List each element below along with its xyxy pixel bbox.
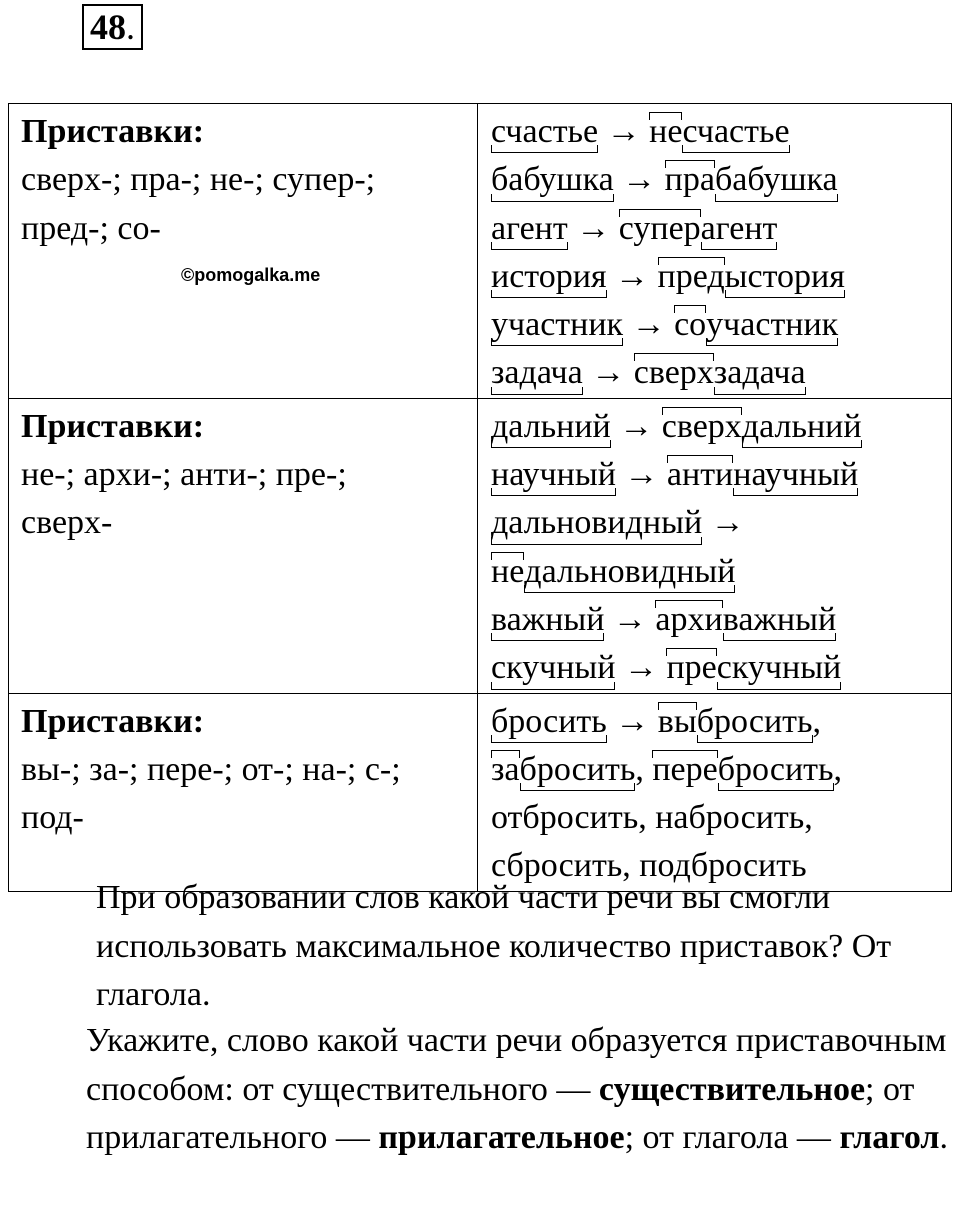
base-word: скучный bbox=[491, 644, 615, 692]
example-line: отбросить, набросить, bbox=[491, 799, 813, 837]
comma: , bbox=[812, 702, 821, 740]
question-paragraph bbox=[8, 874, 952, 1020]
arrow: → bbox=[619, 407, 654, 445]
base-word: история bbox=[491, 253, 607, 301]
arrow: → bbox=[606, 113, 641, 150]
prefix: пере bbox=[652, 746, 717, 794]
task-number-dot: . bbox=[126, 7, 135, 47]
derived-root: счастье bbox=[682, 108, 789, 156]
derived-root: ыстория bbox=[725, 253, 845, 301]
example-line bbox=[491, 499, 941, 547]
prefix: сверх bbox=[662, 403, 742, 451]
arrow: → bbox=[576, 209, 611, 247]
base-word: бабушка bbox=[491, 156, 614, 204]
derived-root: бросить bbox=[520, 746, 636, 794]
derived-root: бросить bbox=[697, 698, 813, 746]
arrow: → bbox=[591, 354, 626, 392]
example-line: забросить, перебросить, bbox=[491, 746, 941, 794]
task-number: 48 bbox=[90, 7, 126, 47]
table-row bbox=[9, 398, 952, 693]
examples-cell bbox=[478, 398, 952, 693]
prefix: анти bbox=[667, 451, 733, 499]
example-line bbox=[491, 644, 941, 692]
example-line bbox=[491, 205, 941, 253]
answer-text: От глагола. bbox=[96, 927, 892, 1013]
prefix-cell bbox=[9, 693, 478, 891]
base-word: важный bbox=[491, 596, 604, 644]
example-line bbox=[491, 548, 941, 596]
table-row bbox=[9, 104, 952, 399]
example-line bbox=[491, 349, 941, 397]
example-line bbox=[491, 403, 941, 451]
row-heading: Приставки: bbox=[21, 407, 205, 445]
prefix: сверх bbox=[634, 349, 714, 397]
arrow: → bbox=[710, 504, 745, 542]
base-word: задача bbox=[491, 349, 583, 397]
derived-root: участник bbox=[706, 301, 838, 349]
row-heading: Приставки: bbox=[21, 702, 205, 740]
prefix: пре bbox=[666, 644, 716, 692]
prefix-list-line: сверх- bbox=[21, 504, 113, 542]
base-word: агент bbox=[491, 205, 568, 253]
prefix-cell bbox=[9, 398, 478, 693]
prefix: не bbox=[491, 548, 524, 596]
watermark: ©pomogalka.me bbox=[181, 264, 321, 285]
derived-root: научный bbox=[733, 451, 858, 499]
prefix-list-line: вы-; за-; пере-; от-; на-; с-; bbox=[21, 750, 401, 788]
derived-root: дальновидный bbox=[524, 548, 735, 596]
row-heading: Приставки: bbox=[21, 113, 205, 150]
base-word: счастье bbox=[491, 108, 598, 156]
arrow: → bbox=[612, 600, 647, 638]
arrow: → bbox=[622, 161, 657, 199]
base-word: дальний bbox=[491, 403, 611, 451]
derived-root: бросить bbox=[718, 746, 834, 794]
prefix-cell bbox=[9, 104, 478, 399]
task-paragraph bbox=[8, 1017, 952, 1163]
prefix-list-line: сверх-; пра-; не-; супер-; bbox=[21, 161, 376, 199]
prefix-list-line: пред-; со- bbox=[21, 209, 161, 247]
derived-root: задача bbox=[714, 349, 806, 397]
derived-root: агент bbox=[701, 205, 778, 253]
arrow: → bbox=[615, 702, 650, 740]
task-text: Укажите, слово какой части речи образуется приставочным способом: от существительного — bbox=[86, 1022, 947, 1108]
derived-root: важный bbox=[723, 596, 836, 644]
prefix: пред bbox=[658, 253, 725, 301]
base-word: научный bbox=[491, 451, 616, 499]
prefix-list-line: не-; архи-; анти-; пре-; bbox=[21, 456, 347, 494]
derived-root: дальний bbox=[742, 403, 862, 451]
example-line bbox=[491, 451, 941, 499]
base-word: дальновидный bbox=[491, 499, 702, 547]
table-row bbox=[9, 693, 952, 891]
arrow: → bbox=[623, 649, 658, 687]
task-text: ; от прилагательного — bbox=[86, 1070, 915, 1156]
base-word: участник bbox=[491, 301, 623, 349]
arrow: → bbox=[631, 306, 666, 344]
example-line bbox=[491, 698, 941, 746]
prefix: супер bbox=[619, 205, 701, 253]
prefix-list-line: под- bbox=[21, 799, 84, 837]
prefix: пра bbox=[665, 156, 715, 204]
example-line bbox=[491, 596, 941, 644]
prefix-table bbox=[8, 103, 952, 892]
example-line bbox=[491, 301, 941, 349]
question-text: При образовании слов какой части речи вы смогли использовать максимальное количество приставок? bbox=[96, 879, 844, 965]
example-line bbox=[491, 253, 941, 301]
examples-cell bbox=[478, 104, 952, 399]
example-line bbox=[491, 156, 941, 204]
derived-root: скучный bbox=[717, 644, 841, 692]
prefix: не bbox=[649, 108, 682, 156]
prefix: со bbox=[674, 301, 706, 349]
answer-adjective: прилагательное bbox=[378, 1119, 625, 1156]
example-line bbox=[491, 108, 941, 156]
answer-noun: существительное bbox=[598, 1070, 866, 1108]
prefix: вы bbox=[658, 698, 697, 746]
arrow: → bbox=[615, 257, 650, 295]
task-text: ; от глагола — bbox=[624, 1119, 831, 1156]
task-number-box bbox=[82, 4, 143, 50]
arrow: → bbox=[624, 456, 659, 494]
prefix: за bbox=[491, 746, 520, 794]
examples-cell bbox=[478, 693, 952, 891]
base-word: бросить bbox=[491, 698, 607, 746]
answer-verb: глагол bbox=[839, 1119, 940, 1156]
example-line: сбросить, подбросить bbox=[491, 847, 807, 885]
prefix: архи bbox=[655, 596, 722, 644]
derived-root: бабушка bbox=[715, 156, 838, 204]
task-text: . bbox=[939, 1119, 948, 1156]
